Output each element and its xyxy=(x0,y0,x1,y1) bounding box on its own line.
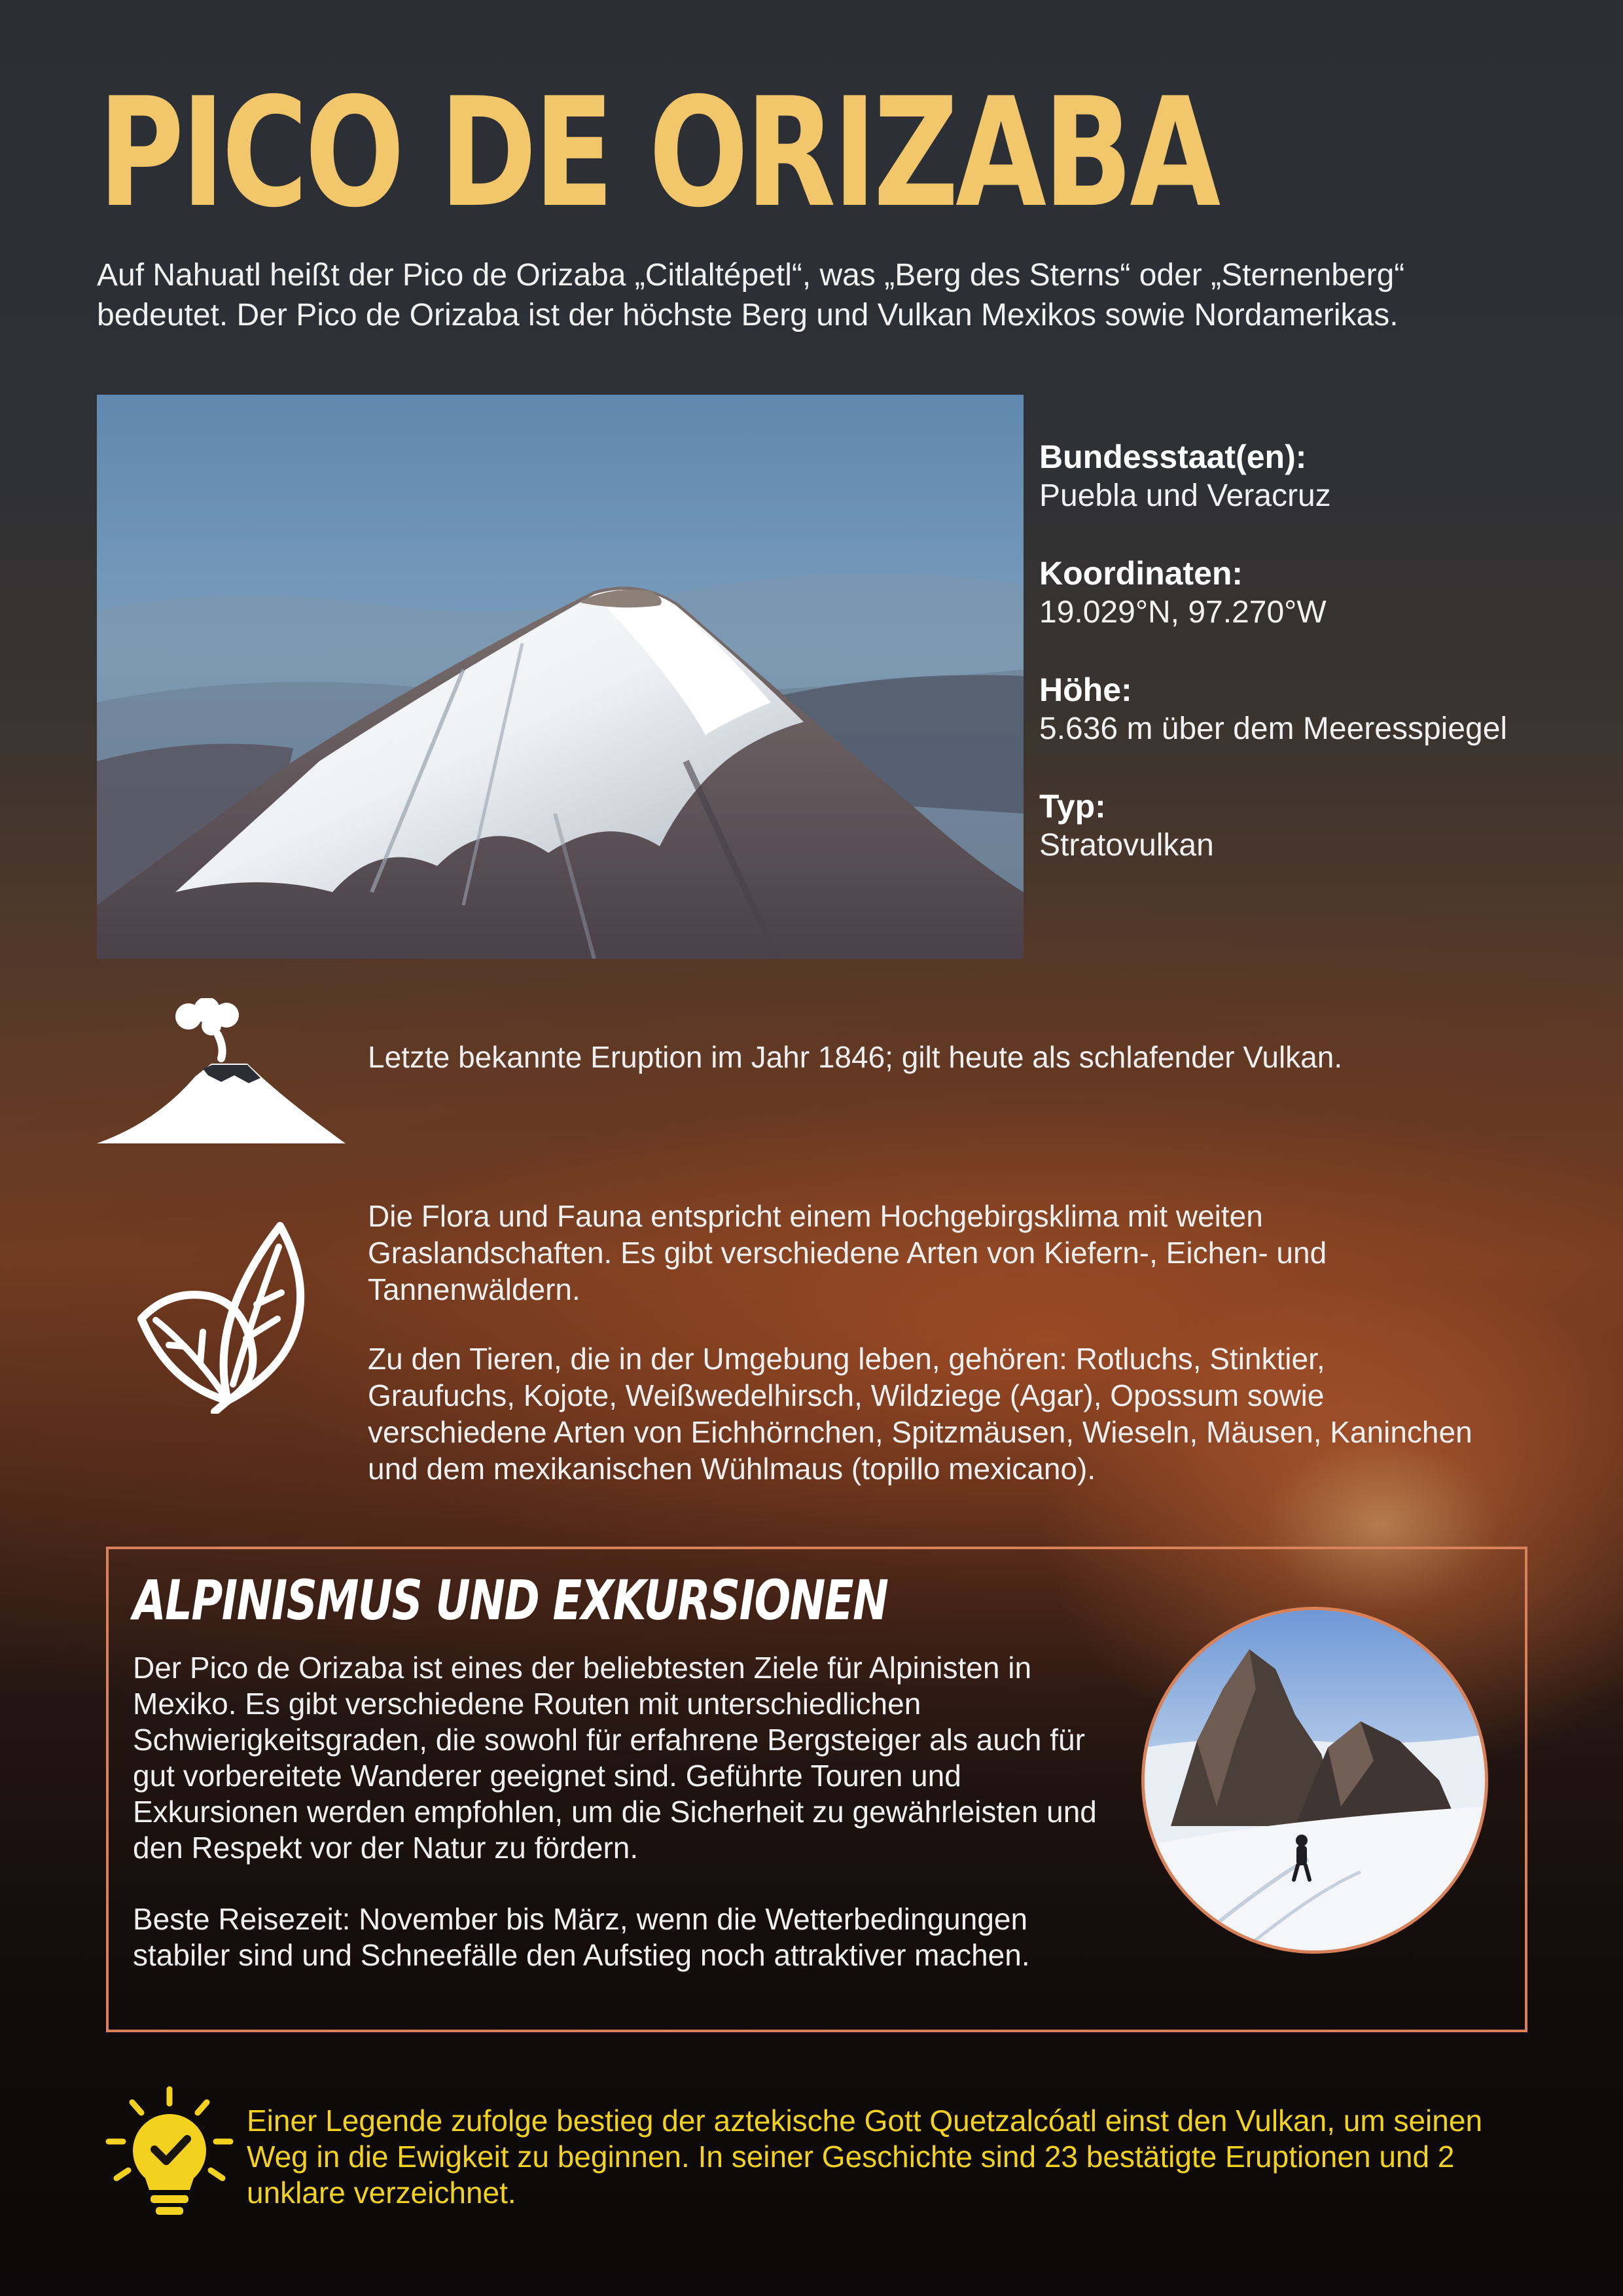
page-title: PICO DE ORIZABA xyxy=(98,66,1218,241)
fact-label: Typ: xyxy=(1039,788,1106,825)
fact-label: Koordinaten: xyxy=(1039,555,1243,592)
climber-photo xyxy=(1141,1607,1488,1954)
alpinism-paragraph-2: Beste Reisezeit: November bis März, wenn die Wetterbedingungen stabiler sind und Schneefälle den Aufstieg noch attraktiver machen. xyxy=(133,1902,1030,1972)
fact-type xyxy=(1039,787,1537,865)
eruption-text: Letzte bekannte Eruption im Jahr 1846; gilt heute als schlafender Vulkan. xyxy=(368,1040,1343,1074)
volcano-photo-illustration xyxy=(97,395,1024,959)
fact-value: Stratovulkan xyxy=(1039,828,1214,863)
climber-photo-illustration xyxy=(1145,1610,1485,1950)
legend-text: Einer Legende zufolge bestieg der aztekische Gott Quetzalcóatl einst den Vulkan, um seinen Weg in die Ewigkeit zu beginnen. In seiner Geschichte sind 23 bestätigte Eruptionen und 2 unklare verzeichnet. xyxy=(247,2104,1483,2210)
facts-panel xyxy=(1039,437,1537,903)
volcano-icon xyxy=(97,998,346,1149)
fact-label: Höhe: xyxy=(1039,672,1132,708)
fact-label: Bundesstaat(en): xyxy=(1039,439,1307,475)
volcano-photo xyxy=(97,395,1024,959)
lightbulb-check-icon xyxy=(105,2085,234,2223)
flora-text: Die Flora und Fauna entspricht einem Hochgebirgsklima mit weiten Graslandschaften. Es gibt verschiedene Arten von Kiefern-, Eichen- und Tannenwäldern. xyxy=(368,1199,1327,1306)
fact-value: 19.029°N, 97.270°W xyxy=(1039,595,1327,630)
fauna-text: Zu den Tieren, die in der Umgebung leben, gehören: Rotluchs, Stinktier, Graufuchs, Kojote, Weißwedelhirsch, Wildziege (Agar), Opossum sowie verschiedene Arten von Eichhörnchen, Spitzmäusen, Wieseln, Mäusen, Kaninchen und dem mexikanischen Wühlmaus (topillo mexicano). xyxy=(368,1342,1472,1486)
fact-height xyxy=(1039,670,1537,749)
fact-states xyxy=(1039,437,1537,516)
intro-paragraph: Auf Nahuatl heißt der Pico de Orizaba „Citlaltépetl“, was „Berg des Sterns“ oder „Sternenberg“ bedeutet. Der Pico de Orizaba ist der höchste Berg und Vulkan Mexikos sowie Nordamerikas. xyxy=(97,258,1405,332)
leaf-icon xyxy=(130,1221,308,1414)
alpinism-paragraph-1: Der Pico de Orizaba ist eines der beliebtesten Ziele für Alpinisten in Mexiko. Es gibt verschiedene Routen mit unterschiedlichen Schwierigkeitsgraden, die sowohl für erfahrene Bergsteiger als auch für gut vorbereitete Wanderer geeignet sind. Geführte Touren und Exkursionen werden empfohlen, um die Sicherheit zu gewährleisten und den Respekt vor der Natur zu fördern. xyxy=(133,1651,1097,1865)
fact-value: 5.636 m über dem Meeresspiegel xyxy=(1039,711,1508,746)
fact-coordinates xyxy=(1039,554,1537,632)
alpinism-title: ALPINISMUS UND EXKURSIONEN xyxy=(133,1568,888,1632)
fact-value: Puebla und Veracruz xyxy=(1039,478,1331,513)
